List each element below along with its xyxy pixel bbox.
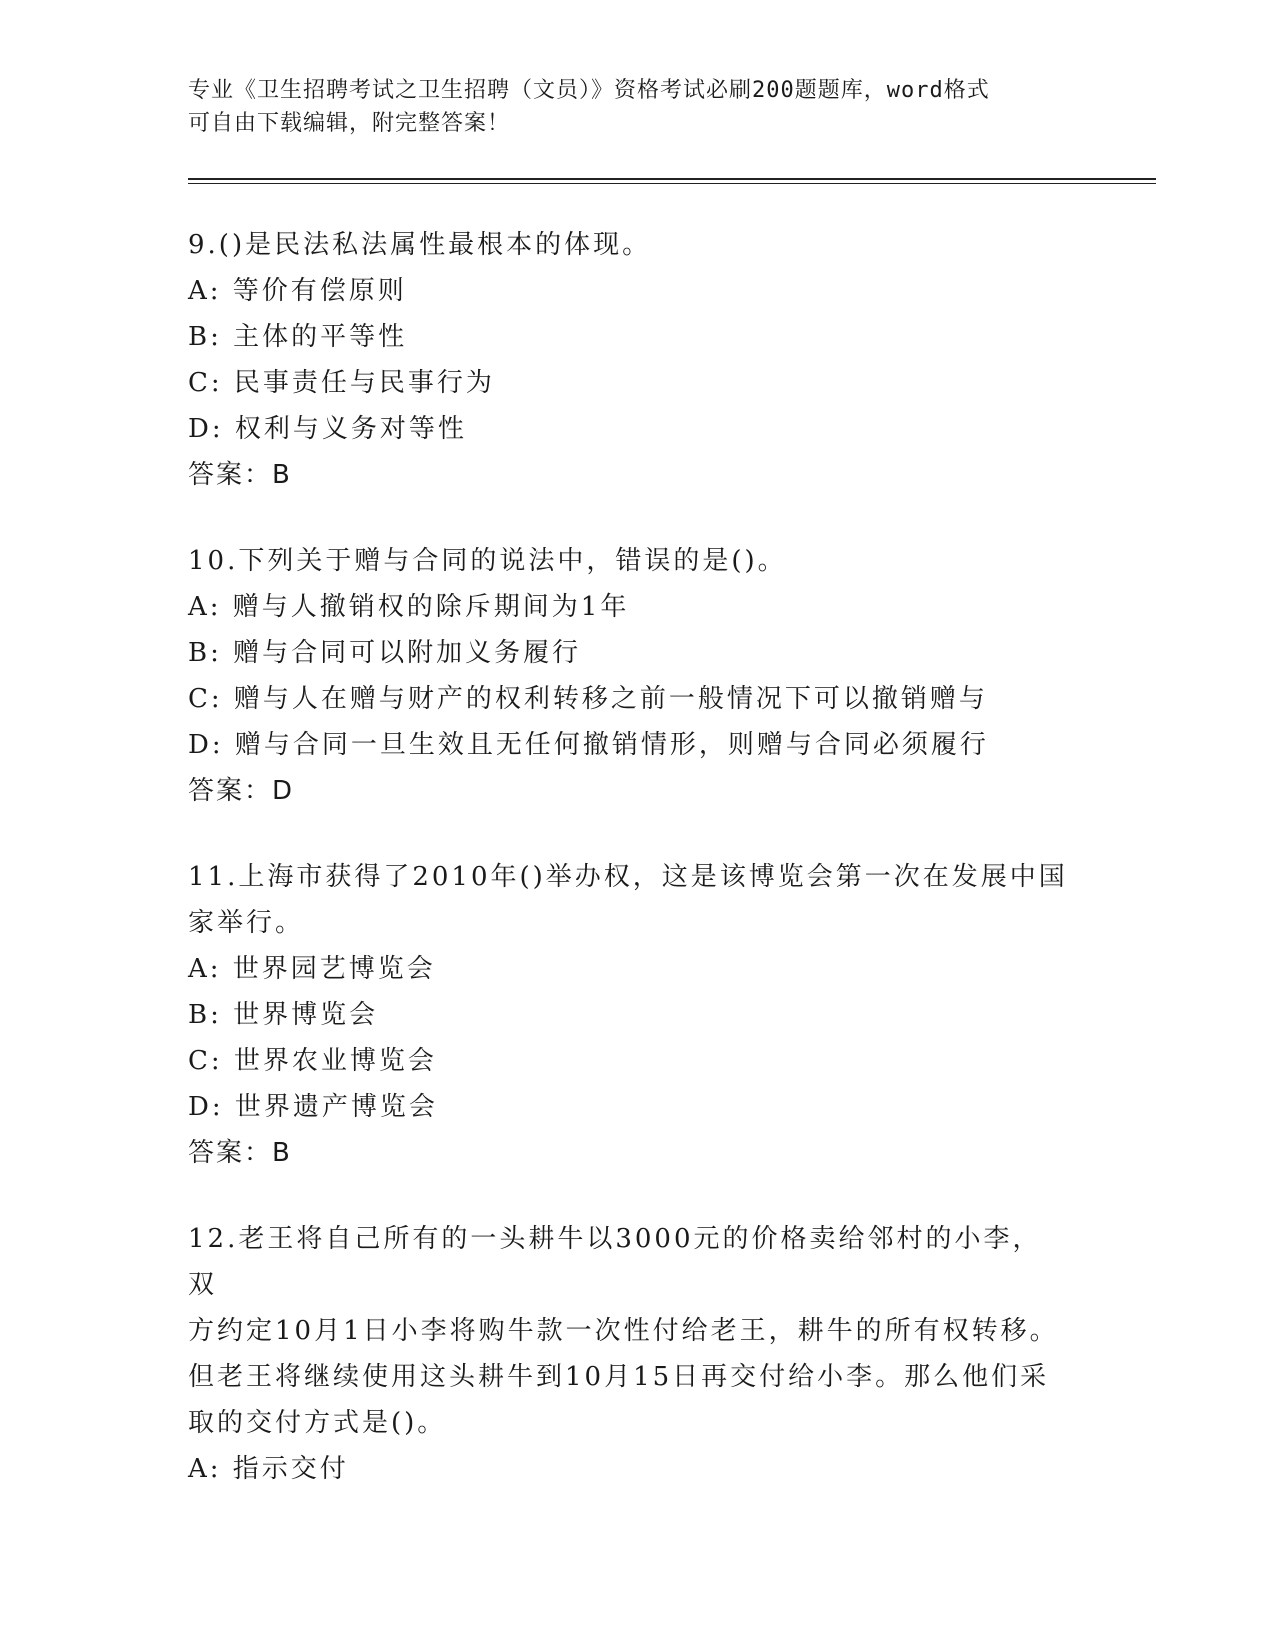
answer-label: 答案：D <box>188 776 295 806</box>
question-stem: 10.下列关于赠与合同的说法中，错误的是()。 <box>188 546 787 576</box>
question-stem-line-4: 取的交付方式是()。 <box>188 1408 447 1438</box>
option-a: A: 世界园艺博览会 <box>188 954 436 984</box>
header-title-line-2: 可自由下载编辑，附完整答案！ <box>188 111 511 136</box>
option-c: C: 赠与人在赠与财产的权利转移之前一般情况下可以撤销赠与 <box>188 684 988 714</box>
option-d: D: 权利与义务对等性 <box>188 414 467 444</box>
option-b: B: 主体的平等性 <box>188 322 408 352</box>
option-a: A: 等价有偿原则 <box>188 276 407 306</box>
option-b: B: 世界博览会 <box>188 1000 379 1030</box>
option-a: A: 赠与人撤销权的除斥期间为1年 <box>188 592 630 622</box>
question-12 <box>188 1216 1068 1492</box>
option-c: C: 民事责任与民事行为 <box>188 368 495 398</box>
header-title-line-1: 专业《卫生招聘考试之卫生招聘（文员）》资格考试必刷200题题库，word格式 <box>188 78 990 103</box>
question-11 <box>188 854 1068 1176</box>
answer-label: 答案：B <box>188 1138 292 1168</box>
answer-label: 答案：B <box>188 460 292 490</box>
question-stem: 9.()是民法私法属性最根本的体现。 <box>188 230 652 260</box>
question-9 <box>188 222 1068 498</box>
option-b: B: 赠与合同可以附加义务履行 <box>188 638 582 668</box>
option-d: D: 世界遗产博览会 <box>188 1092 438 1122</box>
option-d: D: 赠与合同一旦生效且无任何撤销情形，则赠与合同必须履行 <box>188 730 989 760</box>
question-stem-line-1: 12.老王将自己所有的一头耕牛以3000元的价格卖给邻村的小李，双 <box>188 1224 1042 1300</box>
header-divider-thin <box>188 183 1156 184</box>
question-stem-line-2: 方约定10月1日小李将购牛款一次性付给老王，耕牛的所有权转移。 <box>188 1316 1059 1346</box>
question-10 <box>188 538 1068 814</box>
header-divider-thick <box>188 178 1156 180</box>
question-stem-line-3: 但老王将继续使用这头耕牛到10月15日再交付给小李。那么他们采 <box>188 1362 1050 1392</box>
option-a: A: 指示交付 <box>188 1454 349 1484</box>
question-stem-line-2: 家举行。 <box>188 908 305 938</box>
document-header <box>188 74 1068 140</box>
option-c: C: 世界农业博览会 <box>188 1046 437 1076</box>
question-stem-line-1: 11.上海市获得了2010年()举办权，这是该博览会第一次在发展中国 <box>188 862 1068 892</box>
